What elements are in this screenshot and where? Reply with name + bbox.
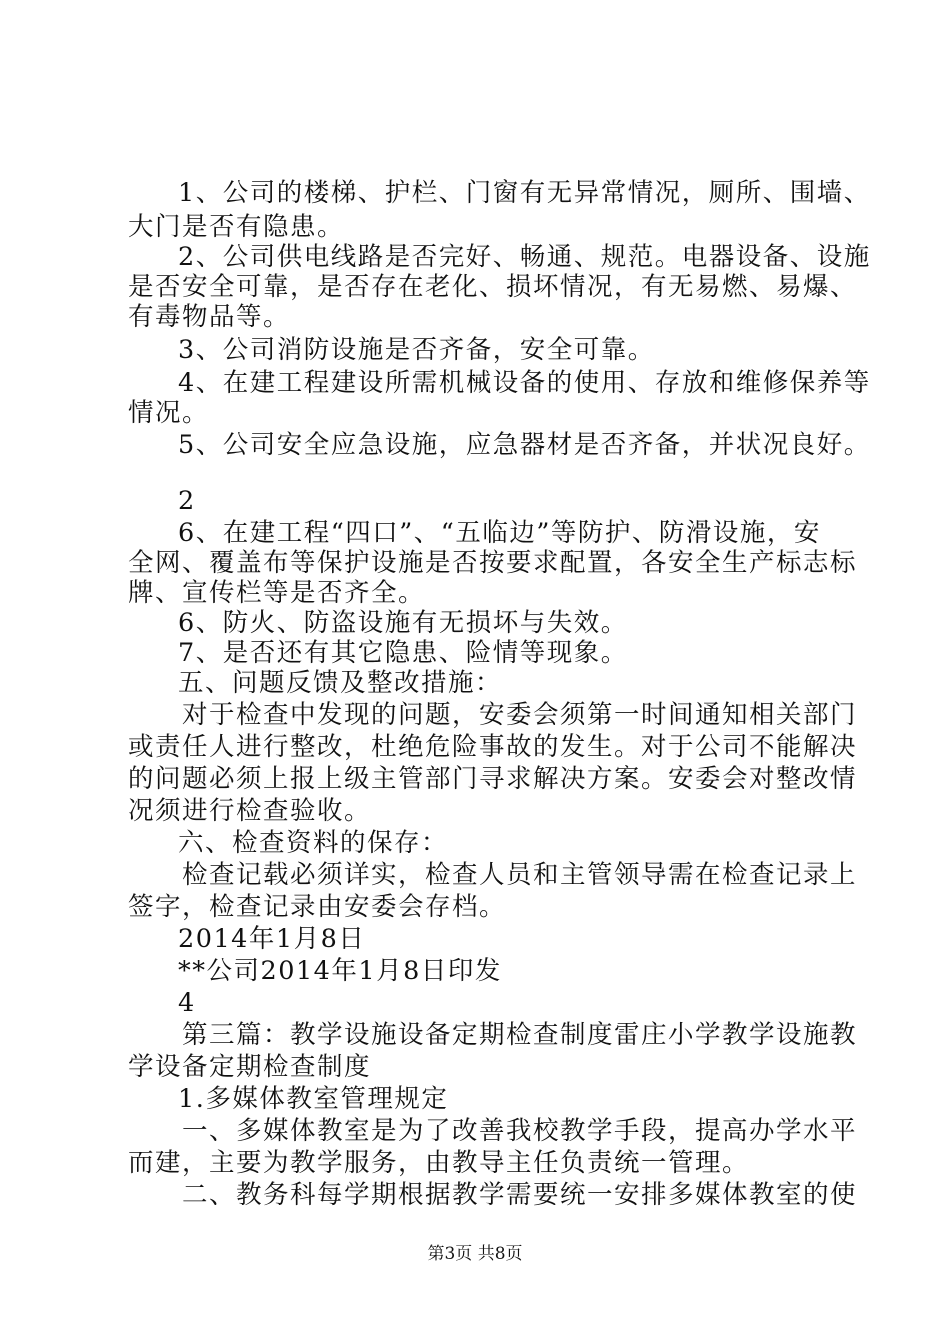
text-line: 全网、覆盖布等保护设施是否按要求配置，各安全生产标志标: [128, 548, 858, 578]
text-line: 学设备定期检查制度: [128, 1052, 372, 1082]
text-line: 的问题必须上报上级主管部门寻求解决方案。安委会对整改情: [128, 764, 858, 794]
page-footer: 第3页 共8页: [427, 1244, 523, 1264]
text-line: 4、在建工程建设所需机械设备的使用、存放和维修保养等: [178, 368, 871, 398]
text-line: 情况。: [128, 398, 210, 428]
text-line: 况须进行检查验收。: [128, 796, 372, 826]
page-number-marker: 2: [178, 486, 196, 516]
text-line: 或责任人进行整改，杜绝危险事故的发生。对于公司不能解决: [128, 732, 858, 762]
text-line: 对于检查中发现的问题，安委会须第一时间通知相关部门: [182, 700, 858, 730]
section-heading: 1.多媒体教室管理规定: [178, 1084, 449, 1114]
text-line: 7、是否还有其它隐患、险情等现象。: [178, 638, 628, 668]
section-heading: 五、问题反馈及整改措施：: [178, 668, 503, 698]
text-line: 5、公司安全应急设施，应急器材是否齐备，并状况良好。: [178, 430, 871, 460]
text-line: 6、在建工程“四口”、“五临边”等防护、防滑设施，安: [178, 518, 821, 548]
text-line: 签字，检查记录由安委会存档。: [128, 892, 507, 922]
text-line: 是否安全可靠，是否存在老化、损坏情况，有无易燃、易爆、: [128, 272, 858, 302]
text-line: 1、公司的楼梯、护栏、门窗有无异常情况，厕所、围墙、: [178, 178, 871, 208]
text-line: 牌、宣传栏等是否齐全。: [128, 578, 426, 608]
text-line: 而建，主要为教学服务，由教导主任负责统一管理。: [128, 1148, 750, 1178]
text-line: 第三篇：教学设施设备定期检查制度雷庄小学教学设施教: [182, 1020, 858, 1050]
text-line: 二、教务科每学期根据教学需要统一安排多媒体教室的使: [182, 1180, 858, 1210]
page-number-marker: 4: [178, 988, 196, 1018]
text-line: 一、多媒体教室是为了改善我校教学手段，提高办学水平: [182, 1116, 858, 1146]
text-line: 大门是否有隐患。: [128, 212, 345, 242]
text-line: 2、公司供电线路是否完好、畅通、规范。电器设备、设施: [178, 242, 871, 272]
date-line: 2014年1月8日: [178, 924, 366, 954]
text-line: 检查记载必须详实，检查人员和主管领导需在检查记录上: [182, 860, 858, 890]
text-line: 6、防火、防盗设施有无损坏与失效。: [178, 608, 628, 638]
issuer-line: **公司2014年1月8日印发: [178, 956, 502, 986]
text-line: 3、公司消防设施是否齐备，安全可靠。: [178, 335, 655, 365]
section-heading: 六、检查资料的保存：: [178, 828, 449, 858]
text-line: 有毒物品等。: [128, 302, 291, 332]
